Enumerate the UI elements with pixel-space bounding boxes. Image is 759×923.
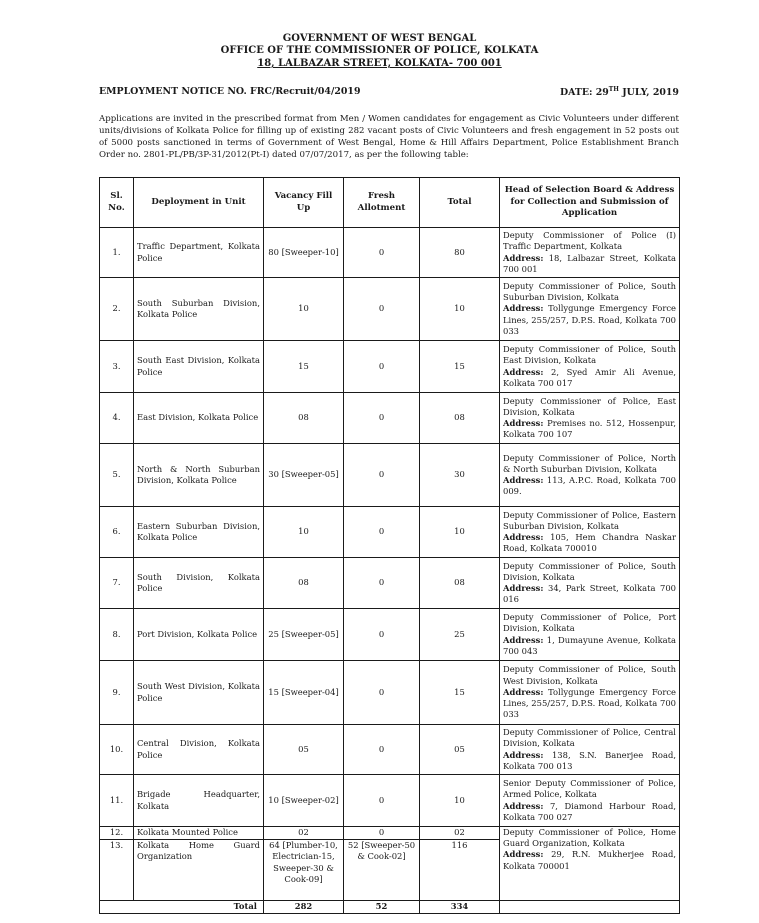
address-text: Premises no. 512, Hossenpur, Kolkata 700 107: [503, 418, 676, 440]
cell-vacancy: 25 [Sweeper-05]: [264, 609, 344, 661]
cell-selection-board: [500, 228, 680, 278]
cell-sl: 6.: [100, 507, 134, 558]
cell-unit: East Division, Kolkata Police: [134, 393, 264, 444]
cell-total: 10: [420, 775, 500, 827]
cell-selection-board: [500, 725, 680, 775]
board-head: Deputy Commissioner of Police, East Division, Kolkata: [503, 395, 676, 417]
table-row: [100, 725, 680, 775]
cell-unit: South West Division, Kolkata Police: [134, 661, 264, 725]
cell-unit: Central Division, Kolkata Police: [134, 725, 264, 775]
notice-date: [560, 86, 679, 98]
address-label: Address:: [503, 634, 544, 645]
board-head: Deputy Commissioner of Police, South Suburban Division, Kolkata: [503, 280, 676, 303]
cell-sl: 7.: [100, 558, 134, 609]
cell-fresh: 0: [344, 228, 420, 278]
cell-vacancy: 05: [264, 725, 344, 775]
header-deployment-unit: Deployment in Unit: [134, 178, 264, 228]
cell-fresh: 0: [344, 775, 420, 827]
cell-fresh: 0: [344, 725, 420, 775]
board-head: Deputy Commissioner of Police, Central Division, Kolkata: [503, 727, 676, 749]
date-superscript: TH: [608, 86, 619, 93]
cell-sl: 2.: [100, 278, 134, 341]
address-label: Address:: [503, 418, 544, 428]
header-government: GOVERNMENT OF WEST BENGAL: [282, 33, 477, 44]
address-text: 105, Hem Chandra Naskar Road, Kolkata 700010: [503, 532, 676, 554]
address-text: 113, A.P.C. Road, Kolkata 700 009.: [503, 475, 676, 497]
cell-vacancy: 15: [264, 341, 344, 393]
table-row: [100, 444, 680, 507]
cell-unit: South Suburban Division, Kolkata Police: [134, 278, 264, 341]
header-vacancy-fill-up: Vacancy Fill Up: [264, 178, 344, 228]
total-label: Total: [100, 900, 264, 913]
address-text: 29, R.N. Mukherjee Road, Kolkata 700001: [503, 849, 676, 871]
cell-fresh: 0: [344, 278, 420, 341]
header-office: OFFICE OF THE COMMISSIONER OF POLICE, KOLKATA: [220, 45, 539, 56]
cell-vacancy: 10: [264, 507, 344, 558]
totals-row: [100, 900, 680, 913]
table-row: [100, 661, 680, 725]
cell-selection-board: [500, 278, 680, 341]
table-row: [100, 827, 680, 840]
table-row: [100, 558, 680, 609]
cell-unit: South Division, Kolkata Police: [134, 558, 264, 609]
board-head: Deputy Commissioner of Police, South Division, Kolkata: [503, 560, 676, 582]
cell-vacancy: 15 [Sweeper-04]: [264, 661, 344, 725]
cell-total: 10: [420, 507, 500, 558]
cell-total: 02: [420, 827, 500, 840]
board-head: Deputy Commissioner of Police, South West Division, Kolkata: [503, 664, 676, 686]
board-head: Senior Deputy Commissioner of Police, Armed Police, Kolkata: [503, 778, 676, 800]
table-row: [100, 393, 680, 444]
cell-unit: Kolkata Home Guard Organization: [134, 839, 264, 900]
cell-sl: 10.: [100, 725, 134, 775]
header-address: 18, LALBAZAR STREET, KOLKATA- 700 001: [257, 58, 502, 69]
cell-sl: 12.: [100, 827, 134, 840]
cell-unit: Kolkata Mounted Police: [134, 827, 264, 840]
total-vacancy: 282: [264, 900, 344, 913]
address-label: Address:: [503, 532, 544, 542]
header-sl-no: Sl. No.: [100, 178, 134, 228]
address-text: 138, S.N. Banerjee Road, Kolkata 700 013: [503, 749, 676, 771]
total-fresh: 52: [344, 900, 420, 913]
notice-number: EMPLOYMENT NOTICE NO. FRC/Recruit/04/2019: [99, 86, 361, 97]
board-head: Deputy Commissioner of Police, South East Division, Kolkata: [503, 344, 676, 366]
cell-sl: 9.: [100, 661, 134, 725]
table-row: [100, 609, 680, 661]
board-head: Deputy Commissioner of Police, North & North Suburban Division, Kolkata: [503, 452, 676, 474]
cell-unit: Port Division, Kolkata Police: [134, 609, 264, 661]
cell-unit: North & North Suburban Division, Kolkata Police: [134, 444, 264, 507]
cell-unit: South East Division, Kolkata Police: [134, 341, 264, 393]
cell-total: 25: [420, 609, 500, 661]
table-row: [100, 341, 680, 393]
header-selection-board: Head of Selection Board & Address for Collection and Submission of Application: [500, 178, 680, 228]
cell-fresh: 0: [344, 558, 420, 609]
table-row: [100, 278, 680, 341]
address-label: Address:: [503, 583, 544, 593]
cell-sl: 11.: [100, 775, 134, 827]
cell-unit: Traffic Department, Kolkata Police: [134, 228, 264, 278]
cell-selection-board: [500, 609, 680, 661]
table-body: [100, 228, 680, 914]
cell-vacancy: 30 [Sweeper-05]: [264, 444, 344, 507]
cell-total: 08: [420, 558, 500, 609]
address-label: Address:: [503, 686, 544, 697]
address-text: 34, Park Street, Kolkata 700 016: [503, 583, 676, 605]
cell-fresh: 0: [344, 393, 420, 444]
board-head: Deputy Commissioner of Police (I) Traffic Department, Kolkata: [503, 230, 676, 252]
cell-fresh: 0: [344, 507, 420, 558]
cell-fresh: 0: [344, 444, 420, 507]
cell-selection-board: [500, 507, 680, 558]
address-label: Address:: [503, 303, 544, 314]
header-fresh-allotment: Fresh Allotment: [344, 178, 420, 228]
cell-selection-board: [500, 341, 680, 393]
cell-selection-board: [500, 775, 680, 827]
table-row: [100, 507, 680, 558]
total-empty-cell: [500, 900, 680, 913]
vacancy-table: [99, 177, 680, 914]
board-head: Deputy Commissioner of Police, Home Guard Organization, Kolkata: [503, 827, 676, 849]
intro-paragraph: Applications are invited in the prescribed format from Men / Women candidates for engagement as Civic Volunteers under different units/divisions of Kolkata Police for filling up of existing 282 vacant posts of Civic Volunteers and fresh engagement in 52 posts out of 5000 posts sanctioned in terms of Government of West Bengal, Home & Hill Affairs Department, Police Establishment Branch Order no. 2801-PL/PB/3P-31/2012(Pt-I) dated 07/07/2017, as per the following table:: [99, 114, 679, 160]
header-total: Total: [420, 178, 500, 228]
address-label: Address:: [503, 475, 544, 485]
cell-sl: 1.: [100, 228, 134, 278]
cell-fresh: 0: [344, 661, 420, 725]
date-prefix: DATE: 29: [560, 87, 609, 99]
cell-sl: 4.: [100, 393, 134, 444]
cell-total: 15: [420, 341, 500, 393]
address-label: Address:: [503, 849, 544, 860]
cell-total: 30: [420, 444, 500, 507]
cell-selection-board: [500, 444, 680, 507]
cell-vacancy: 80 [Sweeper-10]: [264, 228, 344, 278]
table-row: [100, 775, 680, 827]
total-overall: 334: [420, 900, 500, 913]
table-header-row: [100, 178, 680, 228]
board-head: Deputy Commissioner of Police, Eastern Suburban Division, Kolkata: [503, 509, 676, 531]
cell-selection-board: [500, 661, 680, 725]
cell-total: 08: [420, 393, 500, 444]
cell-fresh: 0: [344, 609, 420, 661]
cell-vacancy: 64 [Plumber-10, Electrician-15, Sweeper-30 & Cook-09]: [264, 839, 344, 900]
cell-vacancy: 02: [264, 827, 344, 840]
cell-total: 116: [420, 839, 500, 900]
cell-fresh: 52 [Sweeper-50 & Cook-02]: [344, 839, 420, 900]
cell-sl: 5.: [100, 444, 134, 507]
cell-vacancy: 08: [264, 558, 344, 609]
address-label: Address:: [503, 366, 544, 377]
cell-selection-board: [500, 827, 680, 901]
address-label: Address:: [503, 252, 544, 263]
address-label: Address:: [503, 800, 544, 811]
cell-unit: Eastern Suburban Division, Kolkata Police: [134, 507, 264, 558]
cell-total: 15: [420, 661, 500, 725]
cell-sl: 3.: [100, 341, 134, 393]
board-head: Deputy Commissioner of Police, Port Division, Kolkata: [503, 612, 676, 634]
cell-vacancy: 10 [Sweeper-02]: [264, 775, 344, 827]
cell-selection-board: [500, 393, 680, 444]
address-text: 7, Diamond Harbour Road, Kolkata 700 027: [503, 800, 676, 822]
cell-selection-board: [500, 558, 680, 609]
cell-vacancy: 08: [264, 393, 344, 444]
address-text: 2, Syed Amir Ali Avenue, Kolkata 700 017: [503, 366, 676, 388]
cell-vacancy: 10: [264, 278, 344, 341]
date-suffix: JULY, 2019: [618, 87, 679, 99]
address-text: Tollygunge Emergency Force Lines, 255/257, D.P.S. Road, Kolkata 700 033: [503, 686, 676, 720]
address-label: Address:: [503, 749, 544, 760]
cell-total: 05: [420, 725, 500, 775]
cell-fresh: 0: [344, 341, 420, 393]
cell-sl: 8.: [100, 609, 134, 661]
cell-total: 10: [420, 278, 500, 341]
cell-sl: 13.: [100, 839, 134, 900]
cell-fresh: 0: [344, 827, 420, 840]
cell-unit: Brigade Headquarter, Kolkata: [134, 775, 264, 827]
address-text: 1, Dumayune Avenue, Kolkata 700 043: [503, 634, 676, 656]
address-text: Tollygunge Emergency Force Lines, 255/257, D.P.S. Road, Kolkata 700 033: [503, 303, 676, 336]
cell-total: 80: [420, 228, 500, 278]
address-text: 18, Lalbazar Street, Kolkata 700 001: [503, 252, 676, 274]
table-row: [100, 228, 680, 278]
